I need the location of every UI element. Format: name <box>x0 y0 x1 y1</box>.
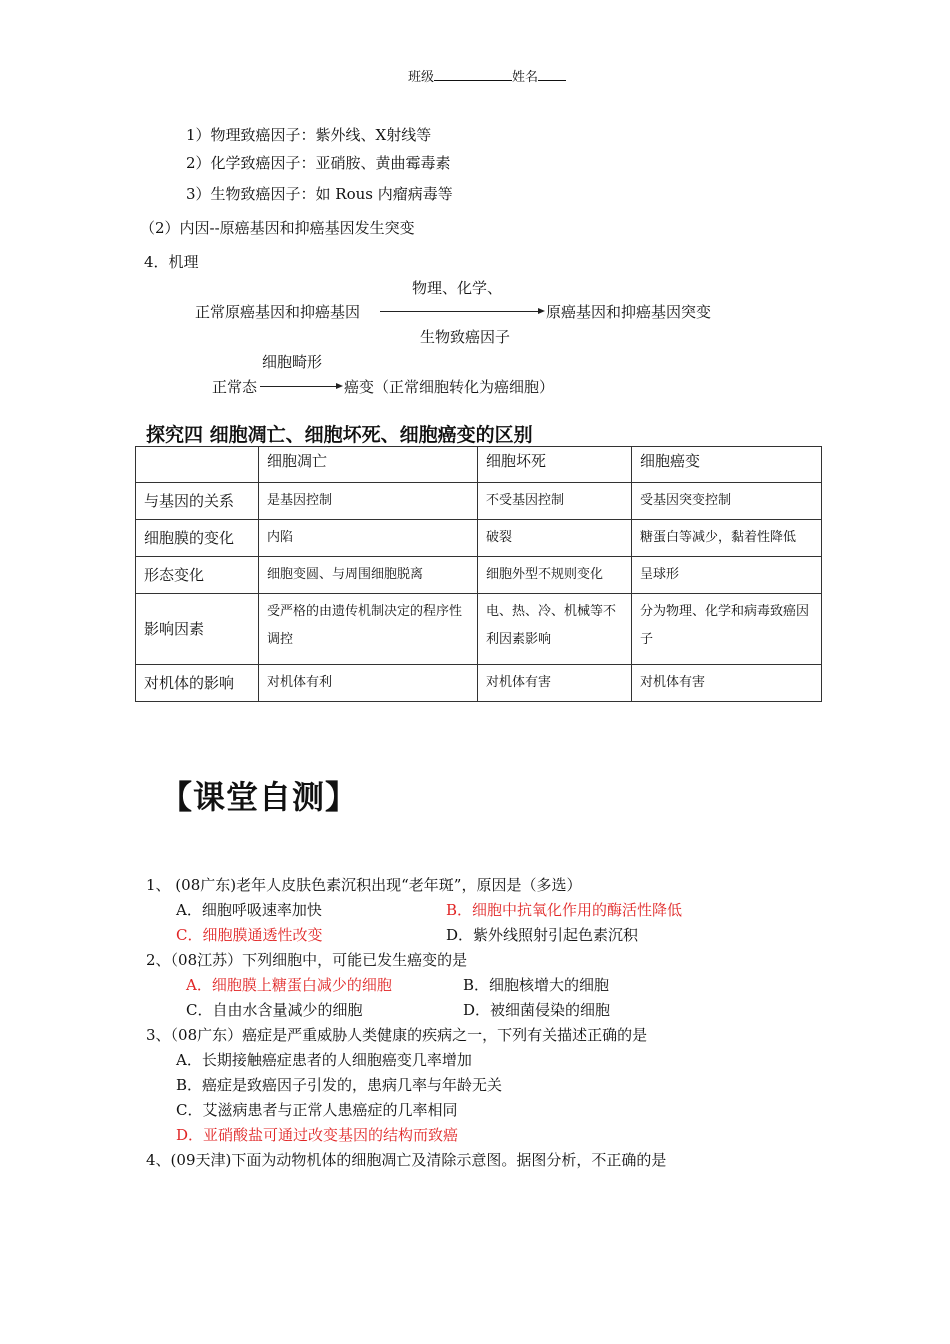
question-1-option-d: D．紫外线照射引起色素沉积 <box>446 926 639 944</box>
table-header-cell: 细胞癌变 <box>632 447 822 483</box>
table-cell: 是基因控制 <box>259 483 478 520</box>
question-3-stem: 3、（08广东）癌症是严重威胁人类健康的疾病之一，下列有关描述正确的是 <box>146 1026 648 1044</box>
cause-internal: （2）内因--原癌基因和抑癌基因发生突变 <box>140 219 415 237</box>
question-2-stem: 2、（08江苏）下列细胞中，可能已发生癌变的是 <box>146 951 468 969</box>
table-cell: 内陷 <box>259 520 478 557</box>
section-title: 探究四 细胞凋亡、细胞坏死、细胞癌变的区别 <box>146 424 533 446</box>
table-row-header: 形态变化 <box>136 557 259 594</box>
class-label: 班级 <box>408 70 435 85</box>
table-row <box>136 557 822 594</box>
table-cell: 电、热、冷、机械等不利因素影响 <box>478 594 632 665</box>
question-2-option-a: A．细胞膜上糖蛋白减少的细胞 <box>186 976 392 994</box>
mechanism-arrow-head <box>538 308 545 314</box>
cause-biological: 3）生物致癌因子：如 Rous 内瘤病毒等 <box>186 185 453 203</box>
table-cell: 对机体有利 <box>259 665 478 702</box>
question-2-option-c: C．自由水含量减少的细胞 <box>186 1001 363 1019</box>
cancer-arrow-head <box>336 383 343 389</box>
table-cell: 分为物理、化学和病毒致癌因子 <box>632 594 822 665</box>
shape-label: 细胞畸形 <box>262 353 323 371</box>
self-test-title: 【课堂自测】 <box>160 778 359 816</box>
table-row <box>136 520 822 557</box>
mechanism-left-text: 正常原癌基因和抑癌基因 <box>195 303 361 321</box>
question-3-option-a: A．长期接触癌症患者的人细胞癌变几率增加 <box>176 1051 472 1069</box>
table-cell: 受基因突变控制 <box>632 483 822 520</box>
question-1-option-a: A．细胞呼吸速率加快 <box>176 901 322 919</box>
table-header-cell: 细胞坏死 <box>478 447 632 483</box>
mechanism-bottom-label: 生物致癌因子 <box>420 328 511 346</box>
name-label: 姓名 <box>512 70 539 85</box>
mechanism-heading: 4．机理 <box>144 253 199 271</box>
table-row-header: 对机体的影响 <box>136 665 259 702</box>
table-cell: 细胞外型不规则变化 <box>478 557 632 594</box>
table-row <box>136 665 822 702</box>
question-3-option-b: B．癌症是致癌因子引发的，患病几率与年龄无关 <box>176 1076 503 1094</box>
table-row-header: 影响因素 <box>136 594 259 665</box>
table-cell: 糖蛋白等减少，黏着性降低 <box>632 520 822 557</box>
table-cell: 不受基因控制 <box>478 483 632 520</box>
class-blank <box>434 68 512 81</box>
question-1-option-b: B．细胞中抗氧化作用的酶活性降低 <box>446 901 683 919</box>
table-cell: 对机体有害 <box>478 665 632 702</box>
table-row <box>136 594 822 665</box>
question-1-option-c: C．细胞膜通透性改变 <box>176 926 323 944</box>
class-name-header <box>408 66 566 85</box>
table-row-header: 与基因的关系 <box>136 483 259 520</box>
mechanism-right-text: 原癌基因和抑癌基因突变 <box>546 303 712 321</box>
comparison-table <box>135 446 822 702</box>
table-header-row <box>136 447 822 483</box>
mechanism-arrow-line <box>380 311 538 312</box>
table-cell: 呈球形 <box>632 557 822 594</box>
table-header-cell <box>136 447 259 483</box>
question-3-option-c: C．艾滋病患者与正常人患癌症的几率相同 <box>176 1101 458 1119</box>
table-cell: 破裂 <box>478 520 632 557</box>
table-row-header: 细胞膜的变化 <box>136 520 259 557</box>
cause-chemical: 2）化学致癌因子：亚硝胺、黄曲霉毒素 <box>186 154 451 172</box>
question-4-stem: 4、(09天津)下面为动物机体的细胞凋亡及清除示意图。据图分析，不正确的是 <box>146 1151 667 1169</box>
table-cell: 细胞变圆、与周围细胞脱离 <box>259 557 478 594</box>
question-2-option-d: D．被细菌侵染的细胞 <box>463 1001 611 1019</box>
cancer-text: 癌变（正常细胞转化为癌细胞） <box>344 378 555 396</box>
name-blank <box>538 68 566 81</box>
question-3-option-d: D．亚硝酸盐可通过改变基因的结构而致癌 <box>176 1126 459 1144</box>
question-2-option-b: B．细胞核增大的细胞 <box>463 976 610 994</box>
mechanism-top-label: 物理、化学、 <box>412 279 503 297</box>
table-cell: 受严格的由遗传机制决定的程序性调控 <box>259 594 478 665</box>
table-row <box>136 483 822 520</box>
table-header-cell: 细胞凋亡 <box>259 447 478 483</box>
table-cell: 对机体有害 <box>632 665 822 702</box>
normal-state-text: 正常态 <box>212 378 258 396</box>
cause-physical: 1）物理致癌因子：紫外线、X射线等 <box>186 126 432 144</box>
cancer-arrow-line <box>260 386 336 387</box>
question-1-stem: 1、 (08广东)老年人皮肤色素沉积出现“老年斑”，原因是（多选） <box>146 876 582 894</box>
